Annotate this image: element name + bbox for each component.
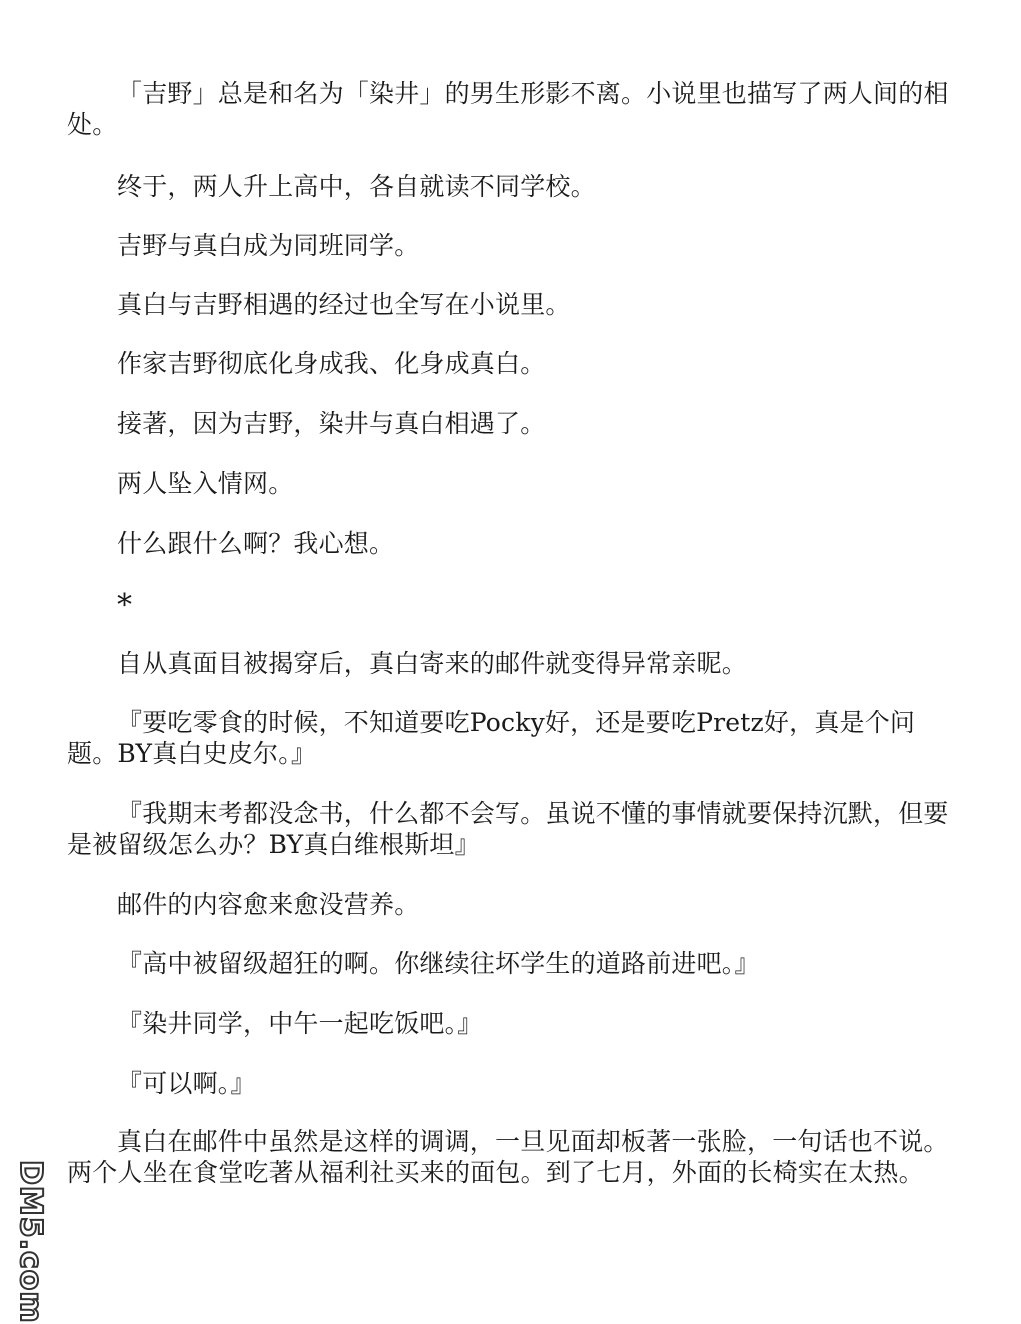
paragraph: 自从真面目被揭穿后，真白寄来的邮件就变得异常亲昵。 [117,649,748,678]
paragraph: 吉野与真白成为同班同学。 [117,231,420,260]
paragraph: 什么跟什么啊？我心想。 [117,529,395,558]
paragraph: 真白在邮件中虽然是这样的调调，一旦见面却板著一张脸，一句话也不说。两个人坐在食堂吃著从福利社买来的面包。到了七月，外面的长椅实在太热。 [67,1127,949,1187]
paragraph: 终于，两人升上高中，各自就读不同学校。 [117,172,596,201]
paragraph: 『要吃零食的时候，不知道要吃Pocky好，还是要吃Pretz好，真是个问题。BY真白史皮尔。』 [67,708,916,768]
paragraph: 作家吉野彻底化身成我、化身成真白。 [117,349,546,378]
paragraph: 『高中被留级超狂的啊。你继续往坏学生的道路前进吧。』 [117,949,760,978]
paragraph: 真白与吉野相遇的经过也全写在小说里。 [117,290,571,319]
paragraph: 『我期末考都没念书，什么都不会写。虽说不懂的事情就要保持沉默，但要是被留级怎么办？BY真白维根斯坦』 [67,799,949,859]
paragraph: 接著，因为吉野，染井与真白相遇了。 [117,409,546,438]
paragraph: 『染井同学，中午一起吃饭吧。』 [117,1009,483,1038]
paragraph: 『可以啊。』 [117,1069,256,1098]
paragraph: 「吉野」总是和名为「染井」的男生形影不离。小说里也描写了两人间的相处。 [67,79,949,139]
paragraph: 两人坠入情网。 [117,469,294,498]
section-separator: * [117,588,132,623]
watermark-text: DM5.com [13,1160,48,1324]
paragraph: 邮件的内容愈来愈没营养。 [117,890,420,919]
watermark-logo [10,1160,50,1324]
